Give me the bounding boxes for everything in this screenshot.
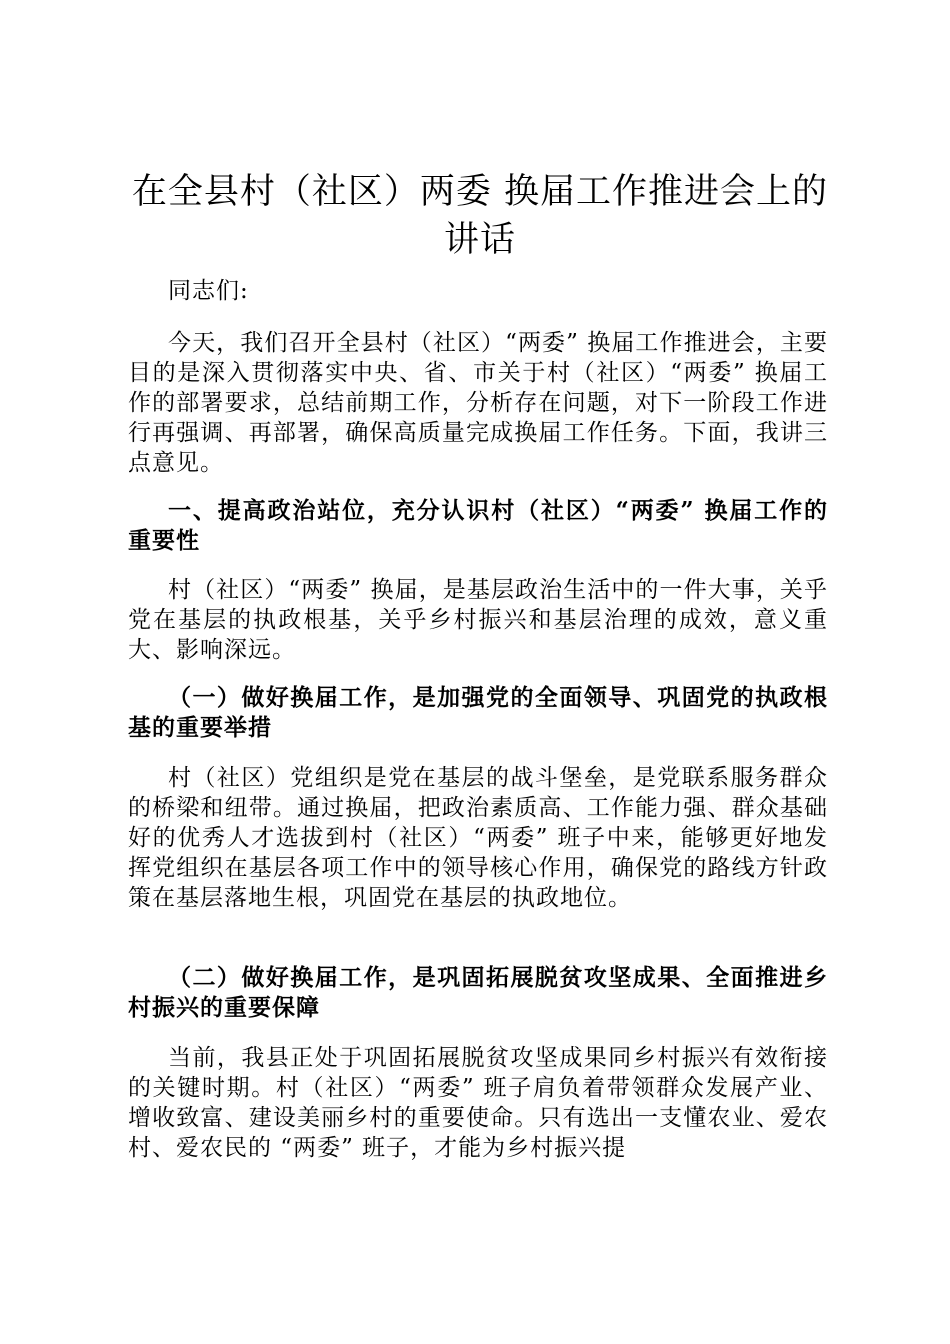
document-title: 在全县村（社区）两委 换届工作推进会上的讲话	[131, 172, 829, 260]
subsection-1-paragraph: 村（社区）党组织是党在基层的战斗堡垒，是党联系服务群众的桥梁和纽带。通过换届，把政治素质高、工作能力强、群众基础好的优秀人才选拔到村（社区）“两委” 班子中来，能够更好地发挥党组织在基层各项工作中的领导核心作用，确保党的路线方针政策在基层落地生根，巩固党在基层的执政地位。	[128, 765, 828, 911]
salutation: 同志们:	[168, 278, 249, 304]
intro-paragraph: 今天，我们召开全县村（社区）“两委” 换届工作推进会，主要目的是深入贯彻落实中央、省、市关于村（社区）“两委” 换届工作的部署要求，总结前期工作，分析存在问题，对下一阶段工作进行再强调、再部署，确保高质量完成换届工作任务。下面，我讲三点意见。	[128, 330, 828, 476]
subsection-2-heading: （二）做好换届工作，是巩固拓展脱贫攻坚成果、全面推进乡村振兴的重要保障	[128, 964, 828, 1021]
section-1-heading: 一、提高政治站位，充分认识村（社区）“两委” 换届工作的重要性	[128, 497, 828, 554]
subsection-2-paragraph: 当前，我县正处于巩固拓展脱贫攻坚成果同乡村振兴有效衔接的关键时期。村（社区）“两委” 班子肩负着带领群众发展产业、增收致富、建设美丽乡村的重要使命。只有选出一支懂农业、爱农村、爱农民的 “两委” 班子，才能为乡村振兴提	[128, 1045, 828, 1161]
section-1-paragraph: 村（社区）“两委” 换届，是基层政治生活中的一件大事，关乎党在基层的执政根基，关乎乡村振兴和基层治理的成效，意义重大、影响深远。	[128, 577, 828, 663]
subsection-1-heading: （一）做好换届工作，是加强党的全面领导、巩固党的执政根基的重要举措	[128, 684, 828, 741]
